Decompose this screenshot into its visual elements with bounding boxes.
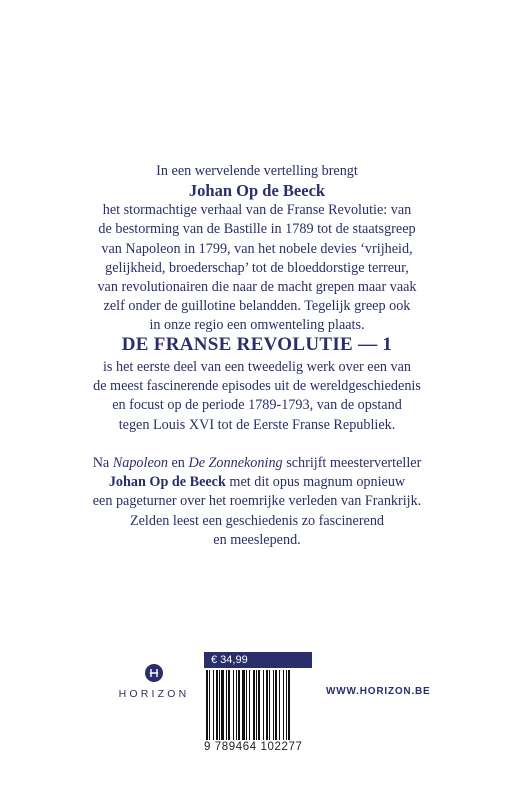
- barcode-bar: [279, 670, 280, 740]
- barcode-bar: [256, 670, 257, 740]
- barcode-bar: [283, 670, 284, 740]
- blurb-paragraph-1: [0, 162, 514, 336]
- blurb-line: Zelden leest een geschiedenis zo fascinerend: [129, 512, 385, 529]
- blurb-line: zelf onder de guillotine belandden. Tegelijk greep ook: [103, 298, 411, 315]
- author-name-heading: Johan Op de Beeck: [188, 181, 326, 201]
- barcode-bar: [249, 670, 250, 740]
- publisher-logo: [104, 664, 204, 700]
- barcode-bar: [238, 670, 240, 740]
- series-title: DE FRANSE REVOLUTIE — 1: [121, 334, 393, 355]
- barcode-bar: [258, 670, 260, 740]
- publisher-name: HORIZON: [118, 688, 190, 700]
- blurb-paragraph-3: [0, 454, 514, 550]
- blurb-line: van Napoleon in 1799, van het nobele devies ‘vrijheid,: [101, 240, 413, 257]
- h-glyph-icon: [149, 668, 159, 678]
- barcode-bar: [246, 670, 247, 740]
- blurb-intro-line: In een wervelende vertelling brengt: [156, 163, 358, 179]
- price-text: € 34,99: [211, 654, 248, 666]
- publisher-website: WWW.HORIZON.BE: [326, 686, 431, 697]
- barcode-block: [204, 652, 312, 758]
- text-rest: met dit opus magnum opnieuw: [225, 474, 406, 491]
- barcode-bar: [216, 670, 218, 740]
- barcode-bars: [204, 670, 312, 742]
- barcode-bar: [206, 670, 208, 740]
- blurb-paragraph-2: [0, 332, 514, 435]
- barcode-bar: [269, 670, 270, 740]
- barcode-bar: [221, 670, 224, 740]
- barcode-bar: [242, 670, 245, 740]
- blurb-line: en focust op de periode 1789-1793, van de opstand: [112, 397, 402, 414]
- barcode-bar: [219, 670, 220, 740]
- book-title-zonnekoning: De Zonnekoning: [188, 455, 283, 471]
- barcode-bar: [233, 670, 234, 740]
- price-label: [204, 652, 312, 668]
- barcode-bar: [228, 670, 230, 740]
- author-name-inline: Johan Op de Beeck: [108, 474, 226, 491]
- blurb-line: [0, 473, 514, 492]
- blurb-line: van revolutionairen die naar de macht grepen maar vaak: [97, 279, 417, 296]
- book-title-napoleon: Napoleon: [112, 455, 168, 471]
- blurb-line: een pageturner over het roemrijke verleden van Frankrijk.: [92, 493, 422, 510]
- text-na: Na: [92, 455, 113, 471]
- barcode-bar: [273, 670, 274, 740]
- blurb-line: tegen Louis XVI tot de Eerste Franse Republiek.: [118, 416, 396, 433]
- barcode-bar: [236, 670, 237, 740]
- blurb-line: [0, 454, 514, 473]
- text-rest: schrijft meesterverteller: [282, 455, 422, 471]
- barcode-bar: [286, 670, 287, 740]
- blurb-line: en meeslepend.: [213, 531, 301, 548]
- barcode-bar: [209, 670, 210, 740]
- barcode-bar: [263, 670, 264, 740]
- blurb-line: in onze regio een omwenteling plaats.: [149, 317, 365, 334]
- text-en: en: [167, 455, 189, 471]
- barcode-bar: [275, 670, 277, 740]
- blurb-line: gelijkheid, broederschap’ tot de bloeddorstige terreur,: [105, 259, 409, 276]
- barcode-bar: [213, 670, 214, 740]
- barcode-bar: [288, 670, 290, 740]
- horizon-badge-icon: [145, 664, 163, 682]
- barcode-bar: [253, 670, 255, 740]
- blurb-line: het stormachtige verhaal van de Franse Revolutie: van: [102, 202, 412, 219]
- barcode-bar: [266, 670, 268, 740]
- blurb-line: de bestorming van de Bastille in 1789 tot de staatsgreep: [98, 221, 416, 238]
- barcode-bar: [226, 670, 227, 740]
- isbn-number: 9 789464 102277: [204, 741, 303, 753]
- blurb-line: de meest fascinerende episodes uit de wereldgeschiedenis: [93, 378, 421, 395]
- blurb-line: is het eerste deel van een tweedelig werk over een van: [102, 359, 412, 375]
